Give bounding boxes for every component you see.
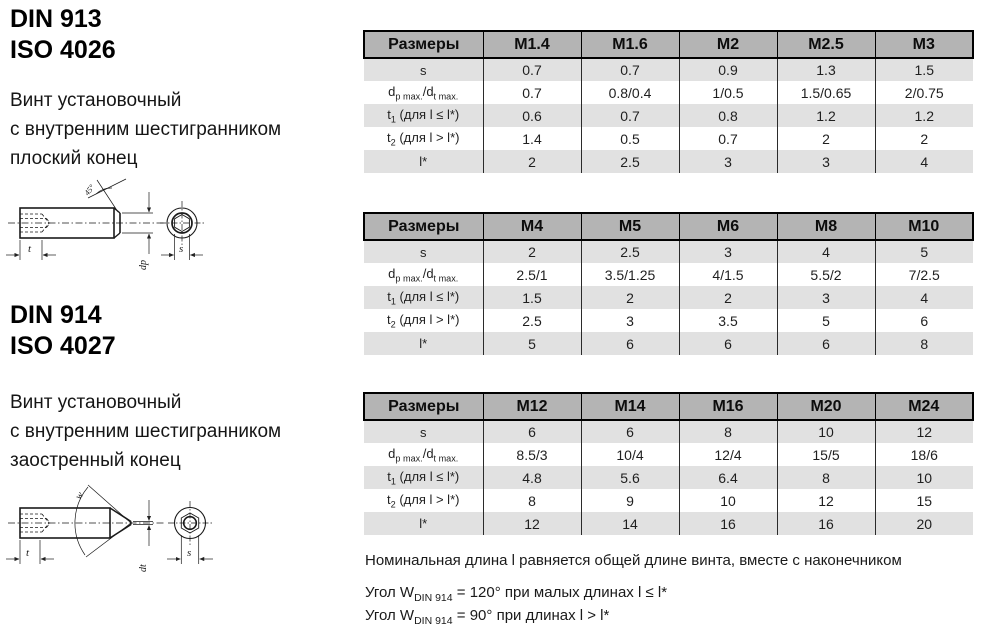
cell: 1.2	[875, 104, 973, 127]
label-sub: p max.	[395, 453, 423, 464]
cell: 15/5	[777, 443, 875, 466]
dt-dimension-label: dt	[138, 564, 149, 572]
col-header-size: M12	[483, 393, 581, 420]
cell: 0.7	[581, 58, 679, 81]
din914-drawing	[0, 472, 240, 597]
label-sub: p max.	[395, 273, 423, 284]
table-row-t2	[364, 309, 973, 332]
footnote-sub: DIN 914	[414, 615, 453, 627]
label-sub: t max.	[433, 91, 459, 102]
description-line: с внутренним шестигранником	[10, 119, 282, 140]
cell: 2.5	[581, 150, 679, 173]
cell: 12	[875, 420, 973, 443]
header-dimensions: Размеры	[364, 393, 483, 420]
col-header-size: M6	[679, 213, 777, 240]
cell: 5	[875, 240, 973, 263]
label-sub: 2	[390, 499, 396, 510]
label-part: /d	[422, 445, 434, 461]
cell: 2	[679, 286, 777, 309]
col-header-size: M2.5	[777, 31, 875, 58]
cell: 3.5/1.25	[581, 263, 679, 286]
col-header-size: M16	[679, 393, 777, 420]
label-sub: 1	[390, 476, 396, 487]
table-row-dp-dt	[364, 81, 973, 104]
cell: 0.5	[581, 127, 679, 150]
cell: 2	[483, 240, 581, 263]
cell: 8	[483, 489, 581, 512]
cell: 2.5	[483, 309, 581, 332]
cell: 1.2	[777, 104, 875, 127]
dimension-t	[6, 540, 54, 564]
cell: 1.5	[875, 58, 973, 81]
table-row-dp-dt	[364, 443, 973, 466]
row-label-t1	[364, 466, 483, 489]
cell: 10	[875, 466, 973, 489]
table-row-l	[364, 332, 973, 355]
row-label-l: l*	[419, 336, 428, 351]
label-part: t	[387, 106, 391, 122]
cell: 2.5/1	[483, 263, 581, 286]
footnote-sub: DIN 914	[414, 592, 453, 604]
cell: 2	[581, 286, 679, 309]
label-sub: 2	[390, 137, 396, 148]
footnote-part: Угол W	[365, 584, 415, 601]
cell: 10	[679, 489, 777, 512]
label-part: d	[388, 445, 396, 461]
dp-dimension-label: dp	[138, 260, 149, 270]
cell: 12/4	[679, 443, 777, 466]
cell: 7/2.5	[875, 263, 973, 286]
cell: 0.9	[679, 58, 777, 81]
col-header-size: M24	[875, 393, 973, 420]
cell: 12	[483, 512, 581, 535]
cell: 1.3	[777, 58, 875, 81]
footnote-part: Угол W	[365, 607, 415, 624]
t-dimension-label: t	[28, 243, 32, 255]
cell: 1.5/0.65	[777, 81, 875, 104]
dimensions-table-m12-m24	[363, 392, 974, 535]
description-line: с внутренним шестигранником	[10, 421, 282, 442]
cell: 1/0.5	[679, 81, 777, 104]
label-part: (для l > l*)	[395, 311, 460, 327]
label-part: t	[387, 311, 391, 327]
table-row-t1	[364, 286, 973, 309]
footnote-nominal-length: Номинальная длина l равняется общей длине винта, вместе с наконечником	[365, 552, 902, 569]
cell: 6	[581, 420, 679, 443]
header-dimensions: Размеры	[364, 31, 483, 58]
label-sub: 1	[390, 296, 396, 307]
label-part: t	[387, 288, 391, 304]
cell: 0.7	[483, 58, 581, 81]
cell: 2	[483, 150, 581, 173]
label-part: (для l > l*)	[395, 129, 460, 145]
label-part: d	[388, 265, 396, 281]
cell: 4	[875, 286, 973, 309]
cell: 20	[875, 512, 973, 535]
heading-din914-line2: ISO 4027	[10, 332, 116, 360]
cell: 8	[777, 466, 875, 489]
row-label-t2	[364, 489, 483, 512]
footnote-part: = 120° при малых длинах l ≤ l*	[452, 584, 668, 601]
footnote-part: = 90° при длинах l > l*	[452, 607, 610, 624]
cell: 2	[875, 127, 973, 150]
cell: 14	[581, 512, 679, 535]
footnote-angle-90	[365, 607, 609, 627]
row-label-l: l*	[419, 516, 428, 531]
cell: 5.6	[581, 466, 679, 489]
header-dimensions: Размеры	[364, 213, 483, 240]
side-view	[8, 485, 166, 557]
label-sub: 2	[390, 319, 396, 330]
cell: 6	[777, 332, 875, 355]
cell: 3.5	[679, 309, 777, 332]
cell: 5	[483, 332, 581, 355]
col-header-size: M1.6	[581, 31, 679, 58]
label-part: t	[387, 491, 391, 507]
cell: 8	[679, 420, 777, 443]
s-dimension-label: s	[179, 243, 184, 255]
col-header-size: M1.4	[483, 31, 581, 58]
row-label-t2	[364, 127, 483, 150]
row-label-t2	[364, 309, 483, 332]
description-line: плоский конец	[10, 148, 138, 169]
table-row-s	[364, 58, 973, 81]
cell: 6.4	[679, 466, 777, 489]
t-dimension-label: t	[26, 547, 30, 559]
cell: 2.5	[581, 240, 679, 263]
heading-din913-line2: ISO 4026	[10, 36, 116, 64]
table-header-row	[364, 393, 973, 420]
row-label-dp-dt	[364, 263, 483, 286]
cell: 4	[777, 240, 875, 263]
col-header-size: M14	[581, 393, 679, 420]
col-header-size: M3	[875, 31, 973, 58]
description-line: Винт установочный	[10, 90, 182, 111]
label-part: (для l > l*)	[395, 491, 460, 507]
table-row-s	[364, 240, 973, 263]
col-header-size: M2	[679, 31, 777, 58]
cell: 6	[679, 332, 777, 355]
cell: 3	[777, 286, 875, 309]
din913-drawing	[0, 168, 240, 293]
col-header-size: M4	[483, 213, 581, 240]
cell: 6	[581, 332, 679, 355]
cell: 1.5	[483, 286, 581, 309]
label-part: (для l ≤ l*)	[395, 106, 460, 122]
col-header-size: M8	[777, 213, 875, 240]
col-header-size: M10	[875, 213, 973, 240]
cell: 2	[777, 127, 875, 150]
cell: 12	[777, 489, 875, 512]
row-label-l: l*	[419, 154, 428, 169]
row-label-s: s	[420, 62, 427, 78]
heading-din913	[10, 4, 116, 66]
label-sub: t max.	[433, 453, 459, 464]
cell: 1.4	[483, 127, 581, 150]
cell: 3	[777, 150, 875, 173]
table-row-t2	[364, 489, 973, 512]
heading-din914-line1: DIN 914	[10, 301, 102, 329]
label-part: /d	[422, 265, 434, 281]
s-dimension-label: s	[187, 547, 192, 559]
cell: 0.7	[483, 81, 581, 104]
cell: 0.8	[679, 104, 777, 127]
cell: 2/0.75	[875, 81, 973, 104]
col-header-size: M5	[581, 213, 679, 240]
cell: 0.7	[581, 104, 679, 127]
cell: 10/4	[581, 443, 679, 466]
label-part: t	[387, 468, 391, 484]
dimensions-table-m1_4-m3	[363, 30, 974, 173]
col-header-size: M20	[777, 393, 875, 420]
dimensions-table-m4-m10	[363, 212, 974, 355]
table-row-s	[364, 420, 973, 443]
cell: 8	[875, 332, 973, 355]
cell: 6	[483, 420, 581, 443]
end-view	[160, 201, 204, 245]
heading-din913-line1: DIN 913	[10, 5, 102, 33]
row-label-t1	[364, 286, 483, 309]
table-row-t2	[364, 127, 973, 150]
cell: 4	[875, 150, 973, 173]
label-sub: 1	[390, 114, 396, 125]
chamfer-angle-callout	[88, 179, 126, 212]
table-row-t1	[364, 466, 973, 489]
cell: 5.5/2	[777, 263, 875, 286]
cell: 3	[679, 150, 777, 173]
end-view	[168, 501, 212, 545]
cell: 4.8	[483, 466, 581, 489]
description-line: заостренный конец	[10, 450, 181, 471]
cell: 5	[777, 309, 875, 332]
cell: 3	[679, 240, 777, 263]
cell: 16	[777, 512, 875, 535]
label-sub: t max.	[433, 273, 459, 284]
row-label-s: s	[420, 244, 427, 260]
label-part: (для l ≤ l*)	[395, 468, 460, 484]
table-header-row	[364, 31, 973, 58]
table-row-l	[364, 150, 973, 173]
row-label-t1	[364, 104, 483, 127]
cell: 18/6	[875, 443, 973, 466]
cell: 8.5/3	[483, 443, 581, 466]
label-part: d	[388, 83, 396, 99]
row-label-dp-dt	[364, 443, 483, 466]
table-header-row	[364, 213, 973, 240]
footnote-angle-120	[365, 584, 667, 604]
angle-w-label: w	[73, 490, 87, 502]
label-part: t	[387, 129, 391, 145]
cell: 6	[875, 309, 973, 332]
label-sub: p max.	[395, 91, 423, 102]
heading-din914	[10, 300, 116, 362]
row-label-s: s	[420, 424, 427, 440]
label-part: (для l ≤ l*)	[395, 288, 460, 304]
cell: 0.8/0.4	[581, 81, 679, 104]
description-line: Винт установочный	[10, 392, 182, 413]
cell: 10	[777, 420, 875, 443]
table-row-t1	[364, 104, 973, 127]
cell: 4/1.5	[679, 263, 777, 286]
cell: 16	[679, 512, 777, 535]
description-din913	[10, 86, 281, 173]
cell: 15	[875, 489, 973, 512]
table-row-dp-dt	[364, 263, 973, 286]
description-din914	[10, 388, 281, 475]
row-label-dp-dt	[364, 81, 483, 104]
cell: 0.7	[679, 127, 777, 150]
label-part: /d	[422, 83, 434, 99]
cell: 3	[581, 309, 679, 332]
cell: 0.6	[483, 104, 581, 127]
table-row-l	[364, 512, 973, 535]
cell: 9	[581, 489, 679, 512]
angle-45-label: 45°	[82, 182, 97, 198]
